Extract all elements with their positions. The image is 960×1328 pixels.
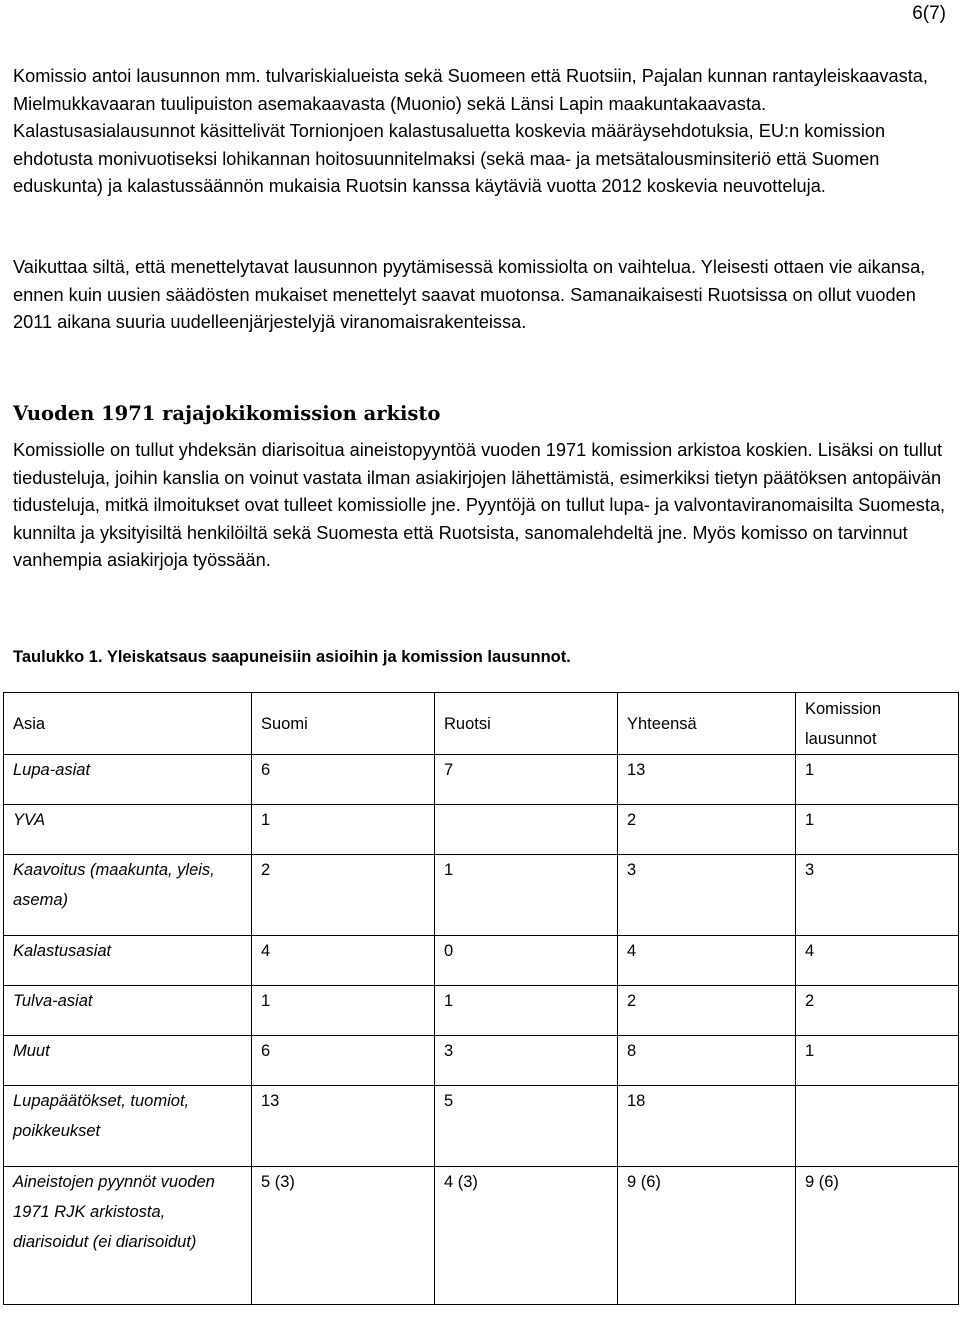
cell-asia: Tulva-asiat	[4, 986, 252, 1036]
table-row	[4, 986, 959, 1036]
col-header-komission-lausunnot: Komission lausunnot	[796, 693, 959, 755]
col-header-suomi: Suomi	[252, 693, 435, 755]
table-row	[4, 1036, 959, 1086]
cell-asia: YVA	[4, 805, 252, 855]
cell-suomi: 4	[252, 936, 435, 986]
cell-ruotsi: 5	[435, 1086, 618, 1167]
cell-lausunnot: 1	[796, 805, 959, 855]
cell-asia: Kalastusasiat	[4, 936, 252, 986]
col-header-yhteensa: Yhteensä	[618, 693, 796, 755]
cell-ruotsi: 0	[435, 936, 618, 986]
table-header-row	[4, 693, 959, 755]
cell-suomi: 1	[252, 986, 435, 1036]
cell-lausunnot: 4	[796, 936, 959, 986]
cell-lausunnot: 1	[796, 755, 959, 805]
cell-yhteensa: 9 (6)	[618, 1167, 796, 1305]
cell-asia: Muut	[4, 1036, 252, 1086]
cell-yhteensa: 4	[618, 936, 796, 986]
cell-yhteensa: 2	[618, 805, 796, 855]
table-row	[4, 1086, 959, 1167]
cell-lausunnot: 3	[796, 855, 959, 936]
cell-asia: Kaavoitus (maakunta, yleis, asema)	[4, 855, 252, 936]
col-header-asia: Asia	[4, 693, 252, 755]
cell-ruotsi	[435, 805, 618, 855]
table-row	[4, 855, 959, 936]
cell-ruotsi: 1	[435, 986, 618, 1036]
cell-suomi: 6	[252, 755, 435, 805]
cell-yhteensa: 13	[618, 755, 796, 805]
cell-suomi: 6	[252, 1036, 435, 1086]
cell-ruotsi: 7	[435, 755, 618, 805]
cell-yhteensa: 8	[618, 1036, 796, 1086]
cell-asia: Aineistojen pyynnöt vuoden 1971 RJK arkistosta, diarisoidut (ei diarisoidut)	[4, 1167, 252, 1305]
cell-lausunnot: 2	[796, 986, 959, 1036]
table-row	[4, 805, 959, 855]
paragraph-archive: Komissiolle on tullut yhdeksän diarisoitua aineistopyyntöä vuoden 1971 komission arkistoa koskien. Lisäksi on tullut tiedusteluja, joihin kanslia on voinut vastata ilman asiakirjojen lähettämistä, esimerkiksi tietyn päätöksen antopäivän tidusteluja, mitkä ilmoitukset ovat tulleet komissiolle jne. Pyyntöjä on tullut lupa- ja valvontaviranomaisilta Suomesta, kunnilta ja yksityisiltä henkilöiltä sekä Suomesta että Ruotsista, sanomalehdeltä jne. Myös komisso on tarvinnut vanhempia asiakirjoja työssään.	[13, 440, 946, 570]
cell-asia: Lupa-asiat	[4, 755, 252, 805]
cell-ruotsi: 3	[435, 1036, 618, 1086]
table-row	[4, 936, 959, 986]
page-number: 6(7)	[912, 3, 946, 24]
col-header-ruotsi: Ruotsi	[435, 693, 618, 755]
cell-lausunnot: 9 (6)	[796, 1167, 959, 1305]
cell-asia: Lupapäätökset, tuomiot, poikkeukset	[4, 1086, 252, 1167]
cell-suomi: 2	[252, 855, 435, 936]
cell-suomi: 13	[252, 1086, 435, 1167]
cell-ruotsi: 1	[435, 855, 618, 936]
cell-yhteensa: 2	[618, 986, 796, 1036]
cell-suomi: 1	[252, 805, 435, 855]
paragraph-statements: Komissio antoi lausunnon mm. tulvariskialueista sekä Suomeen että Ruotsiin, Pajalan kunnan rantayleiskaavasta, Mielmukkavaaran tuulipuiston asemakaavasta (Muonio) sekä Länsi Lapin maakuntakaavasta. Kalastusasialausunnot käsittelivät Tornionjoen kalastusaluetta koskevia määräysehdotuksia, EU:n komission ehdotusta monivuotiseksi lohikannan hoitosuunnitelmaksi (sekä maa- ja metsätalousminsiteriö että Suomen eduskunta) ja kalastussäännön mukaisia Ruotsin kanssa käytäviä vuotta 2012 koskevia neuvotteluja.	[13, 66, 928, 196]
cell-yhteensa: 3	[618, 855, 796, 936]
table-caption: Taulukko 1. Yleiskatsaus saapuneisiin asioihin ja komission lausunnot.	[13, 648, 571, 666]
cell-lausunnot	[796, 1086, 959, 1167]
overview-table	[3, 692, 959, 1305]
cell-ruotsi: 4 (3)	[435, 1167, 618, 1305]
table-row	[4, 755, 959, 805]
section-heading: Vuoden 1971 rajajokikomission arkisto	[13, 402, 441, 425]
paragraph-procedures: Vaikuttaa siltä, että menettelytavat lausunnon pyytämisessä komissiolta on vaihtelua. Yleisesti ottaen vie aikansa, ennen kuin uusien säädösten mukaiset menettelyt saavat muotonsa. Samanaikaisesti Ruotsissa on ollut vuoden 2011 aikana suuria uudelleenjärjestelyjä viranomaisrakenteissa.	[13, 257, 926, 332]
table-row	[4, 1167, 959, 1305]
cell-lausunnot: 1	[796, 1036, 959, 1086]
cell-yhteensa: 18	[618, 1086, 796, 1167]
cell-suomi: 5 (3)	[252, 1167, 435, 1305]
